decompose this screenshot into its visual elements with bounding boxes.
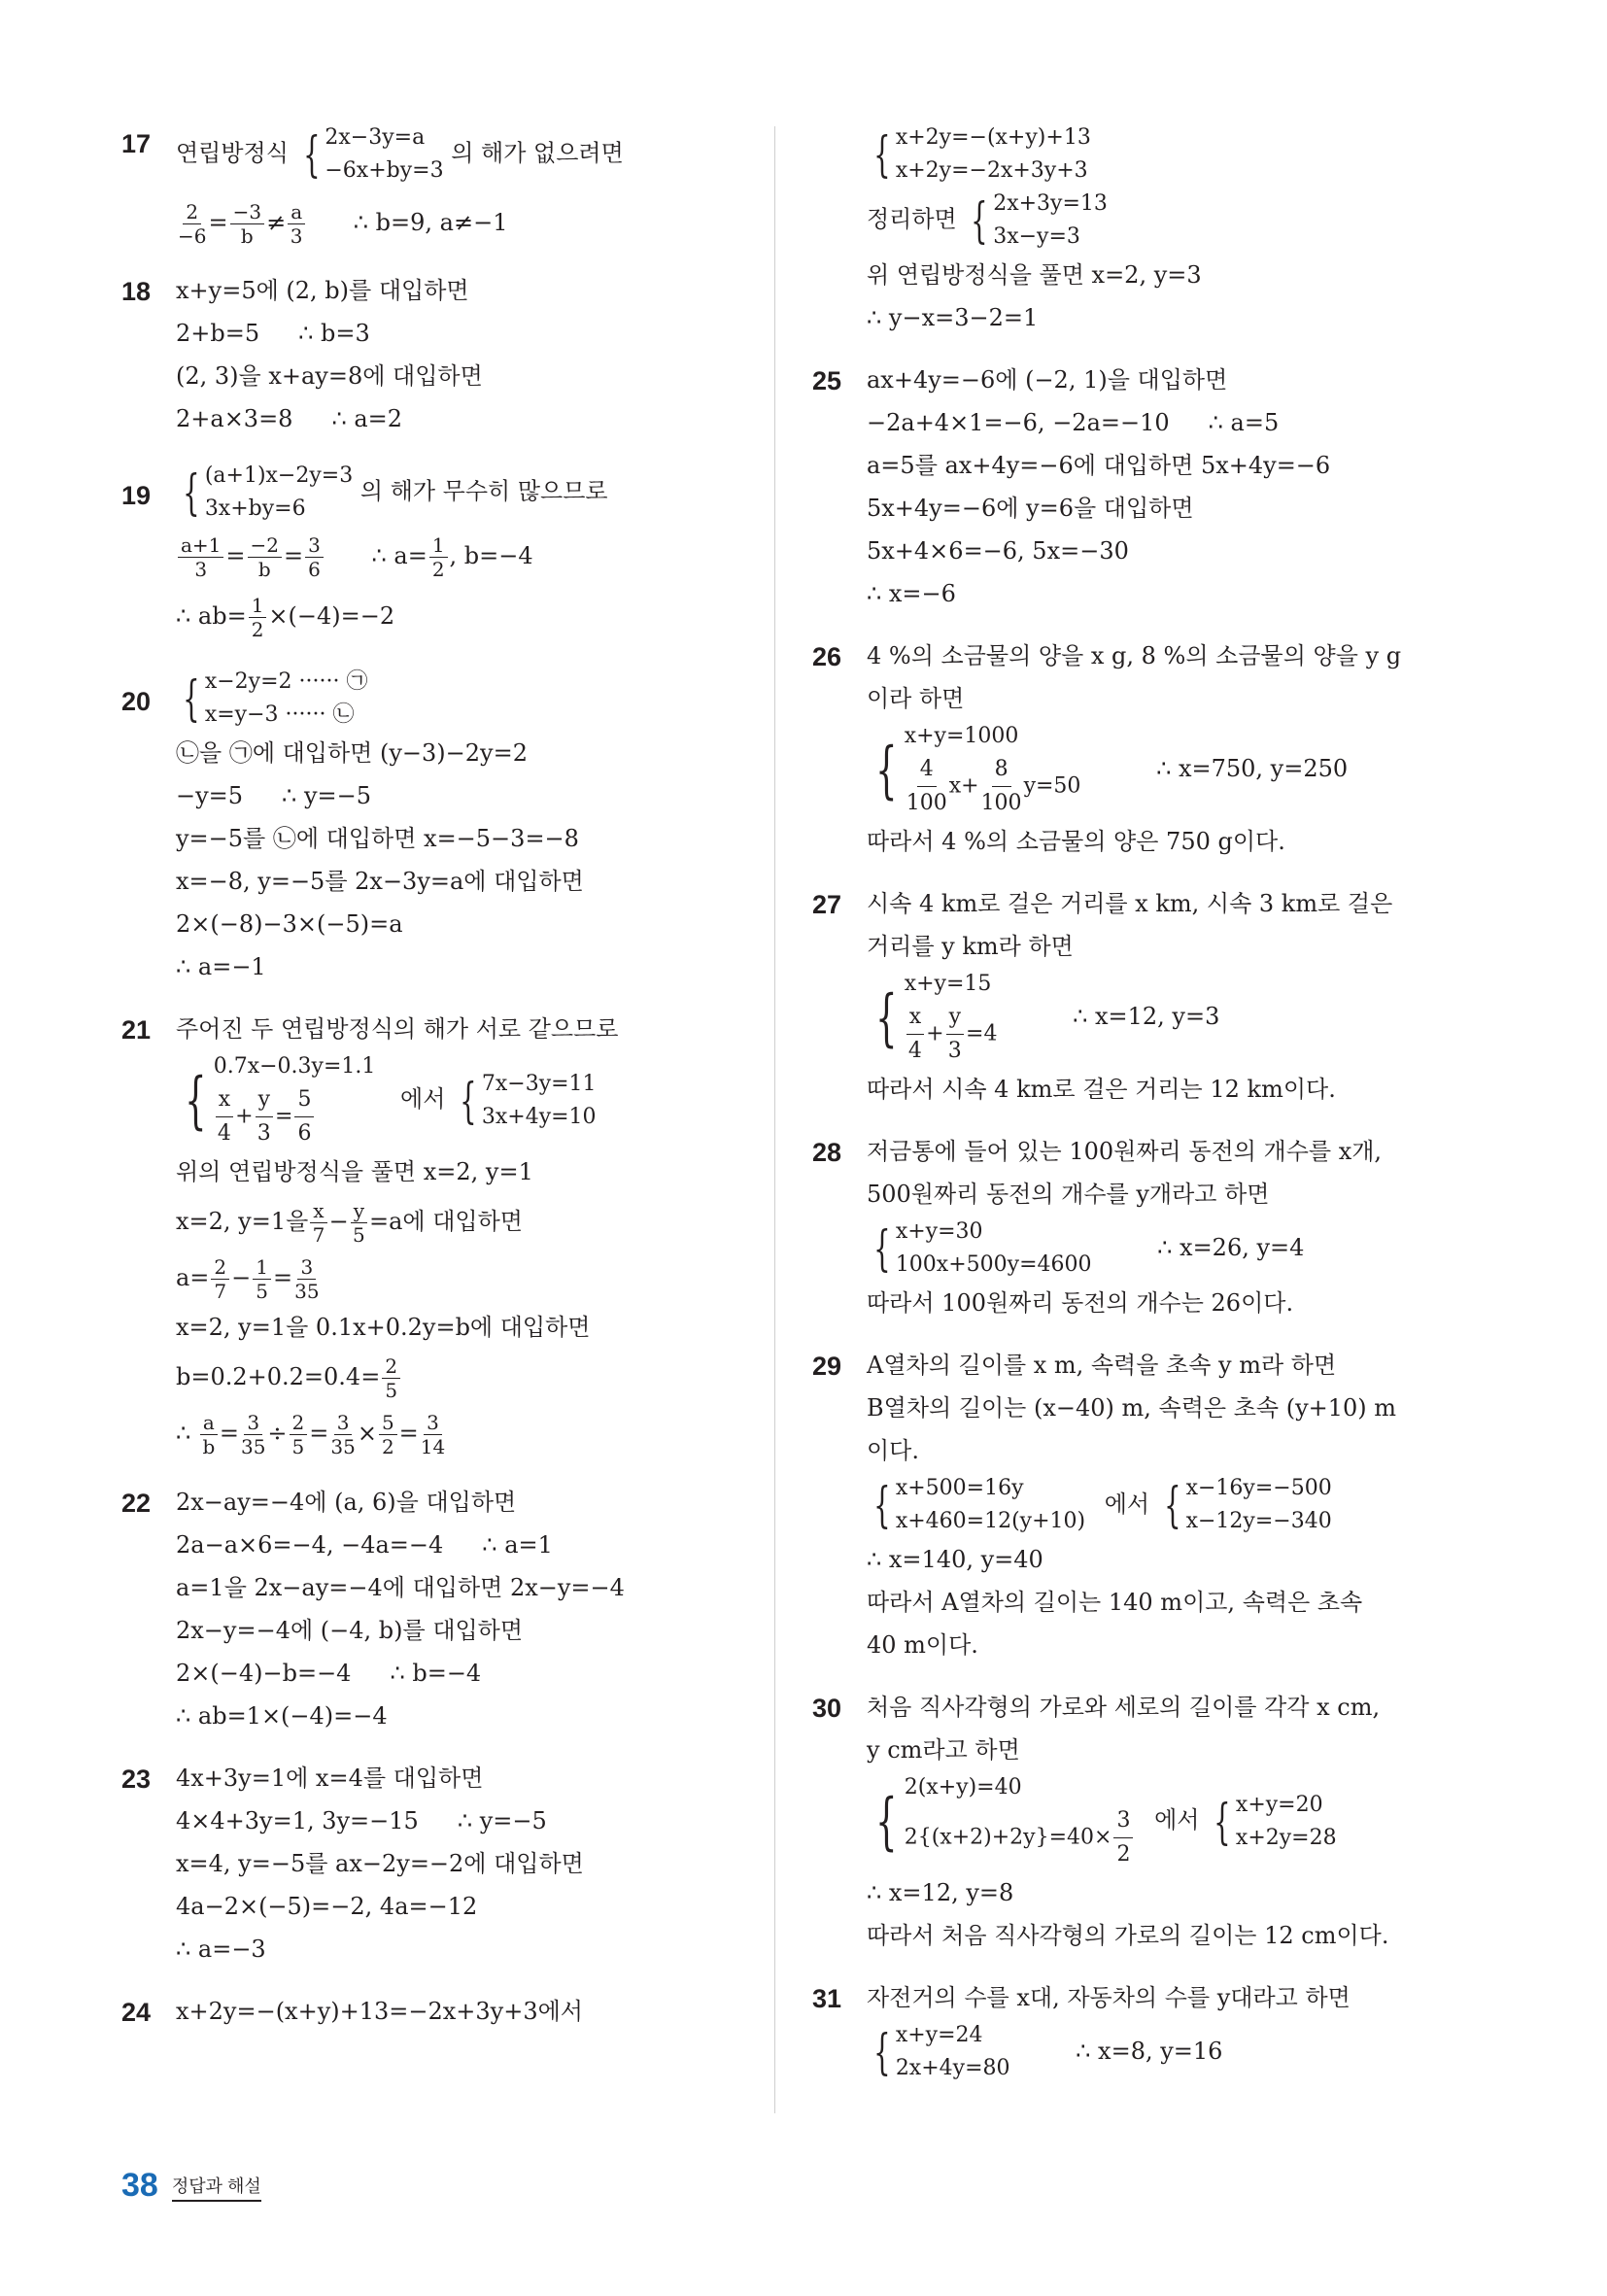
problem-31: 31 자전거의 수를 x대, 자동차의 수를 y대라고 하면 { x+y=24 2x+4y=80 ∴ x=8, y=16 [812, 1976, 1434, 2085]
problem-number: 21 [121, 1015, 152, 1045]
problem-number: 31 [812, 1984, 842, 2013]
problem-26: 26 4 %의 소금물의 양을 x g, 8 %의 소금물의 양을 y g 이라 하면 { x+y=1000 $\frac{4}{100}$ x+ $\frac{8}{100}$ y=50 ∴ x=750, y=250 따라서 4 %의 소금물의 양은 750 g이다. [812, 642, 1402, 855]
problem-number: 23 [121, 1765, 152, 1794]
equation-system: { x−16y=−500 x−12y=−340 [1163, 1476, 1332, 1533]
problem-28: 28 저금통에 들어 있는 100원짜리 동전의 개수를 x개, 500원짜리 동전의 개수를 y개라고 하면 { x+y=30 100x+500y=4600 ∴ x=26, y=4 따라서 100원짜리 동전의 개수는 26이다. [812, 1138, 1383, 1317]
problem-21: 21 주어진 두 연립방정식의 해가 서로 같으므로 { 0.7x−0.3y=1.1 $\frac{x}{4}$ + $\frac{y}{3}$ = $\frac{5}{6}$ 에서 { 7x−3y=11 3x+4y=10 위의 연립방정식을 풀면 x=2, y=1 x=2, y=1을 $\frac{x}{7}$ − $\frac{y}{5}$ =a에 대입하면 a= $\frac{2}{7}$ − $\frac{1}{5}$ = $\frac{3}{35}$ x=2, y=1을 0.1x+0.2y=b에 대입하면 b=0.2+0.2=0.4= $\frac{2}{5}$ ∴ $\frac{a}{b}$ = $\frac{3}{35}$ ÷ $\frac{2}{5}$ = $\frac{3}{35}$ × $\frac{5}{2}$ = $\frac{3}{14}$ [121, 1015, 619, 1458]
page-footer [121, 2169, 261, 2202]
left-column [121, 121, 743, 2033]
problem-20: 20 { x−2y=2 ······ ㉠ x=y−3 ······ ㉡ ㉡을 ㉠에 대입하면 (y−3)−2y=2 −y=5 ∴ y=−5 y=−5를 ㉡에 대입하면 x=−5−3=−8 x=−8, y=−5를 2x−3y=a에 대입하면 2×(−8)−3×(−5)=a ∴ a=−1 [121, 666, 743, 988]
equation-system: { x+y=24 2x+4y=80 [873, 2023, 1010, 2080]
problem-number: 25 [812, 366, 842, 395]
equation-system: { x+y=30 100x+500y=4600 [873, 1219, 1092, 1277]
problem-27: 27 시속 4 km로 걸은 거리를 x km, 시속 3 km로 걸은 거리를 y km라 하면 { x+y=15 $\frac{x}{4}$ + $\frac{y}{3}$ =4 ∴ x=12, y=3 따라서 시속 4 km로 걸은 거리는 12 km이다. [812, 890, 1393, 1103]
problem-19: 19 { (a+1)x−2y=3 3x+by=6 의 해가 무수히 많으므로 $\frac{a+1}{3}$ = $\frac{-2}{b}$ = $\frac{3}{6}$ ∴ a= $\frac{1}{2}$ , b=−4 ∴ ab= $\frac{1}{2}$ ×(−4)=−2 [121, 460, 743, 646]
problem-number: 18 [121, 277, 152, 306]
problem-number: 24 [121, 1998, 152, 2027]
equation-system: { 0.7x−0.3y=1.1 $\frac{x}{4}$ + $\frac{y}{3}$ = $\frac{5}{6}$ [185, 1054, 376, 1146]
equation-system: { x+y=15 $\frac{x}{4}$ + $\frac{y}{3}$ =4 [875, 972, 998, 1063]
problem-24-continued: { x+2y=−(x+y)+13 x+2y=−2x+3y+3 정리하면 { 2x+3y=13 3x−y=3 위 연립방정식을 풀면 x=2, y=3 ∴ y−x=3−2=1 [812, 121, 1434, 339]
equation-system: { x+2y=−(x+y)+13 x+2y=−2x+3y+3 [873, 125, 1091, 183]
problem-number: 17 [121, 129, 152, 158]
problem-number: 28 [812, 1138, 842, 1167]
problem-24: 24 x+2y=−(x+y)+13=−2x+3y+3에서 [121, 1998, 583, 2027]
problem-22: 22 2x−ay=−4에 (a, 6)을 대입하면 2a−a×6=−4, −4a=−4 ∴ a=1 a=1을 2x−ay=−4에 대입하면 2x−y=−4 2x−y=−4에 (−4, b)를 대입하면 2×(−4)−b=−4 ∴ b=−4 ∴ ab=1×(−4)=−4 [121, 1489, 625, 1730]
problem-29: 29 A열차의 길이를 x m, 속력을 초속 y m라 하면 B열차의 길이는 (x−40) m, 속력은 초속 (y+10) m 이다. { x+500=16y x+460=12(y+10) 에서 { x−16y=−500 x−12y=−340 ∴ x=140, y=40 따라서 A열차의 길이는 140 m이고, 속력은 초속 40 m이다. [812, 1352, 1397, 1659]
equation-system: { 2(x+y)=40 2{(x+2)+2y}=40× $\frac{3}{2}$ [867, 1771, 1135, 1871]
problem-25: 25 ax+4y=−6에 (−2, 1)을 대입하면 −2a+4×1=−6, −2a=−10 ∴ a=5 a=5를 ax+4y=−6에 대입하면 5x+4y=−6 5x+4y=−6에 y=6을 대입하면 5x+4×6=−6, 5x=−30 ∴ x=−6 [812, 366, 1331, 607]
problem-17: 17 연립방정식 { 2x−3y=a −6x+by=3 의 해가 없으려면 $\frac{2}{-6}$ = $\frac{-3}{b}$ ≠ $\frac{a}{3}$ ∴ b=9, a≠−1 [121, 121, 743, 250]
problem-number: 26 [812, 642, 842, 671]
problem-number: 19 [121, 481, 152, 510]
problem-number: 22 [121, 1489, 152, 1518]
equation-system: { x+y=20 x+2y=28 [1214, 1792, 1337, 1850]
page-number: 38 [121, 2167, 158, 2204]
equation-system: { 7x−3y=11 3x+4y=10 [460, 1071, 597, 1129]
equation-system: { x−2y=2 ······ ㉠ x=y−3 ······ ㉡ [183, 669, 368, 727]
problem-number: 29 [812, 1352, 842, 1381]
problem-number: 30 [812, 1694, 842, 1723]
problem-number: 27 [812, 890, 842, 919]
equation-system: { 2x−3y=a −6x+by=3 [302, 125, 444, 183]
problem-18: 18 x+y=5에 (2, b)를 대입하면 2+b=5 ∴ b=3 (2, 3)을 x+ay=8에 대입하면 2+a×3=8 ∴ a=2 [121, 277, 483, 432]
equation-system: { x+500=16y x+460=12(y+10) [873, 1476, 1086, 1533]
equation-system: { x+y=1000 $\frac{4}{100}$ x+ $\frac{8}{100}$ y=50 [875, 724, 1081, 815]
column-divider [774, 126, 775, 2113]
problem-30: 30 처음 직사각형의 가로와 세로의 길이를 각각 x cm, y cm라고 하면 { 2(x+y)=40 2{(x+2)+2y}=40× $\frac{3}{2}$ 에서 { x+y=20 x+2y=28 ∴ x=12, y=8 따라서 처음 직사각형의 가로의 길이는 12 cm이다. [812, 1694, 1389, 1949]
equation-system: { (a+1)x−2y=3 3x+by=6 [183, 463, 354, 521]
right-column [812, 121, 1434, 2085]
equation-system: { 2x+3y=13 3x−y=3 [971, 191, 1108, 249]
footer-label: 정답과 해설 [172, 2173, 261, 2202]
problem-number: 20 [121, 687, 152, 716]
problem-23: 23 4x+3y=1에 x=4를 대입하면 4×4+3y=1, 3y=−15 ∴ y=−5 x=4, y=−5를 ax−2y=−2에 대입하면 4a−2×(−5)=−2, 4a=−12 ∴ a=−3 [121, 1765, 584, 1963]
